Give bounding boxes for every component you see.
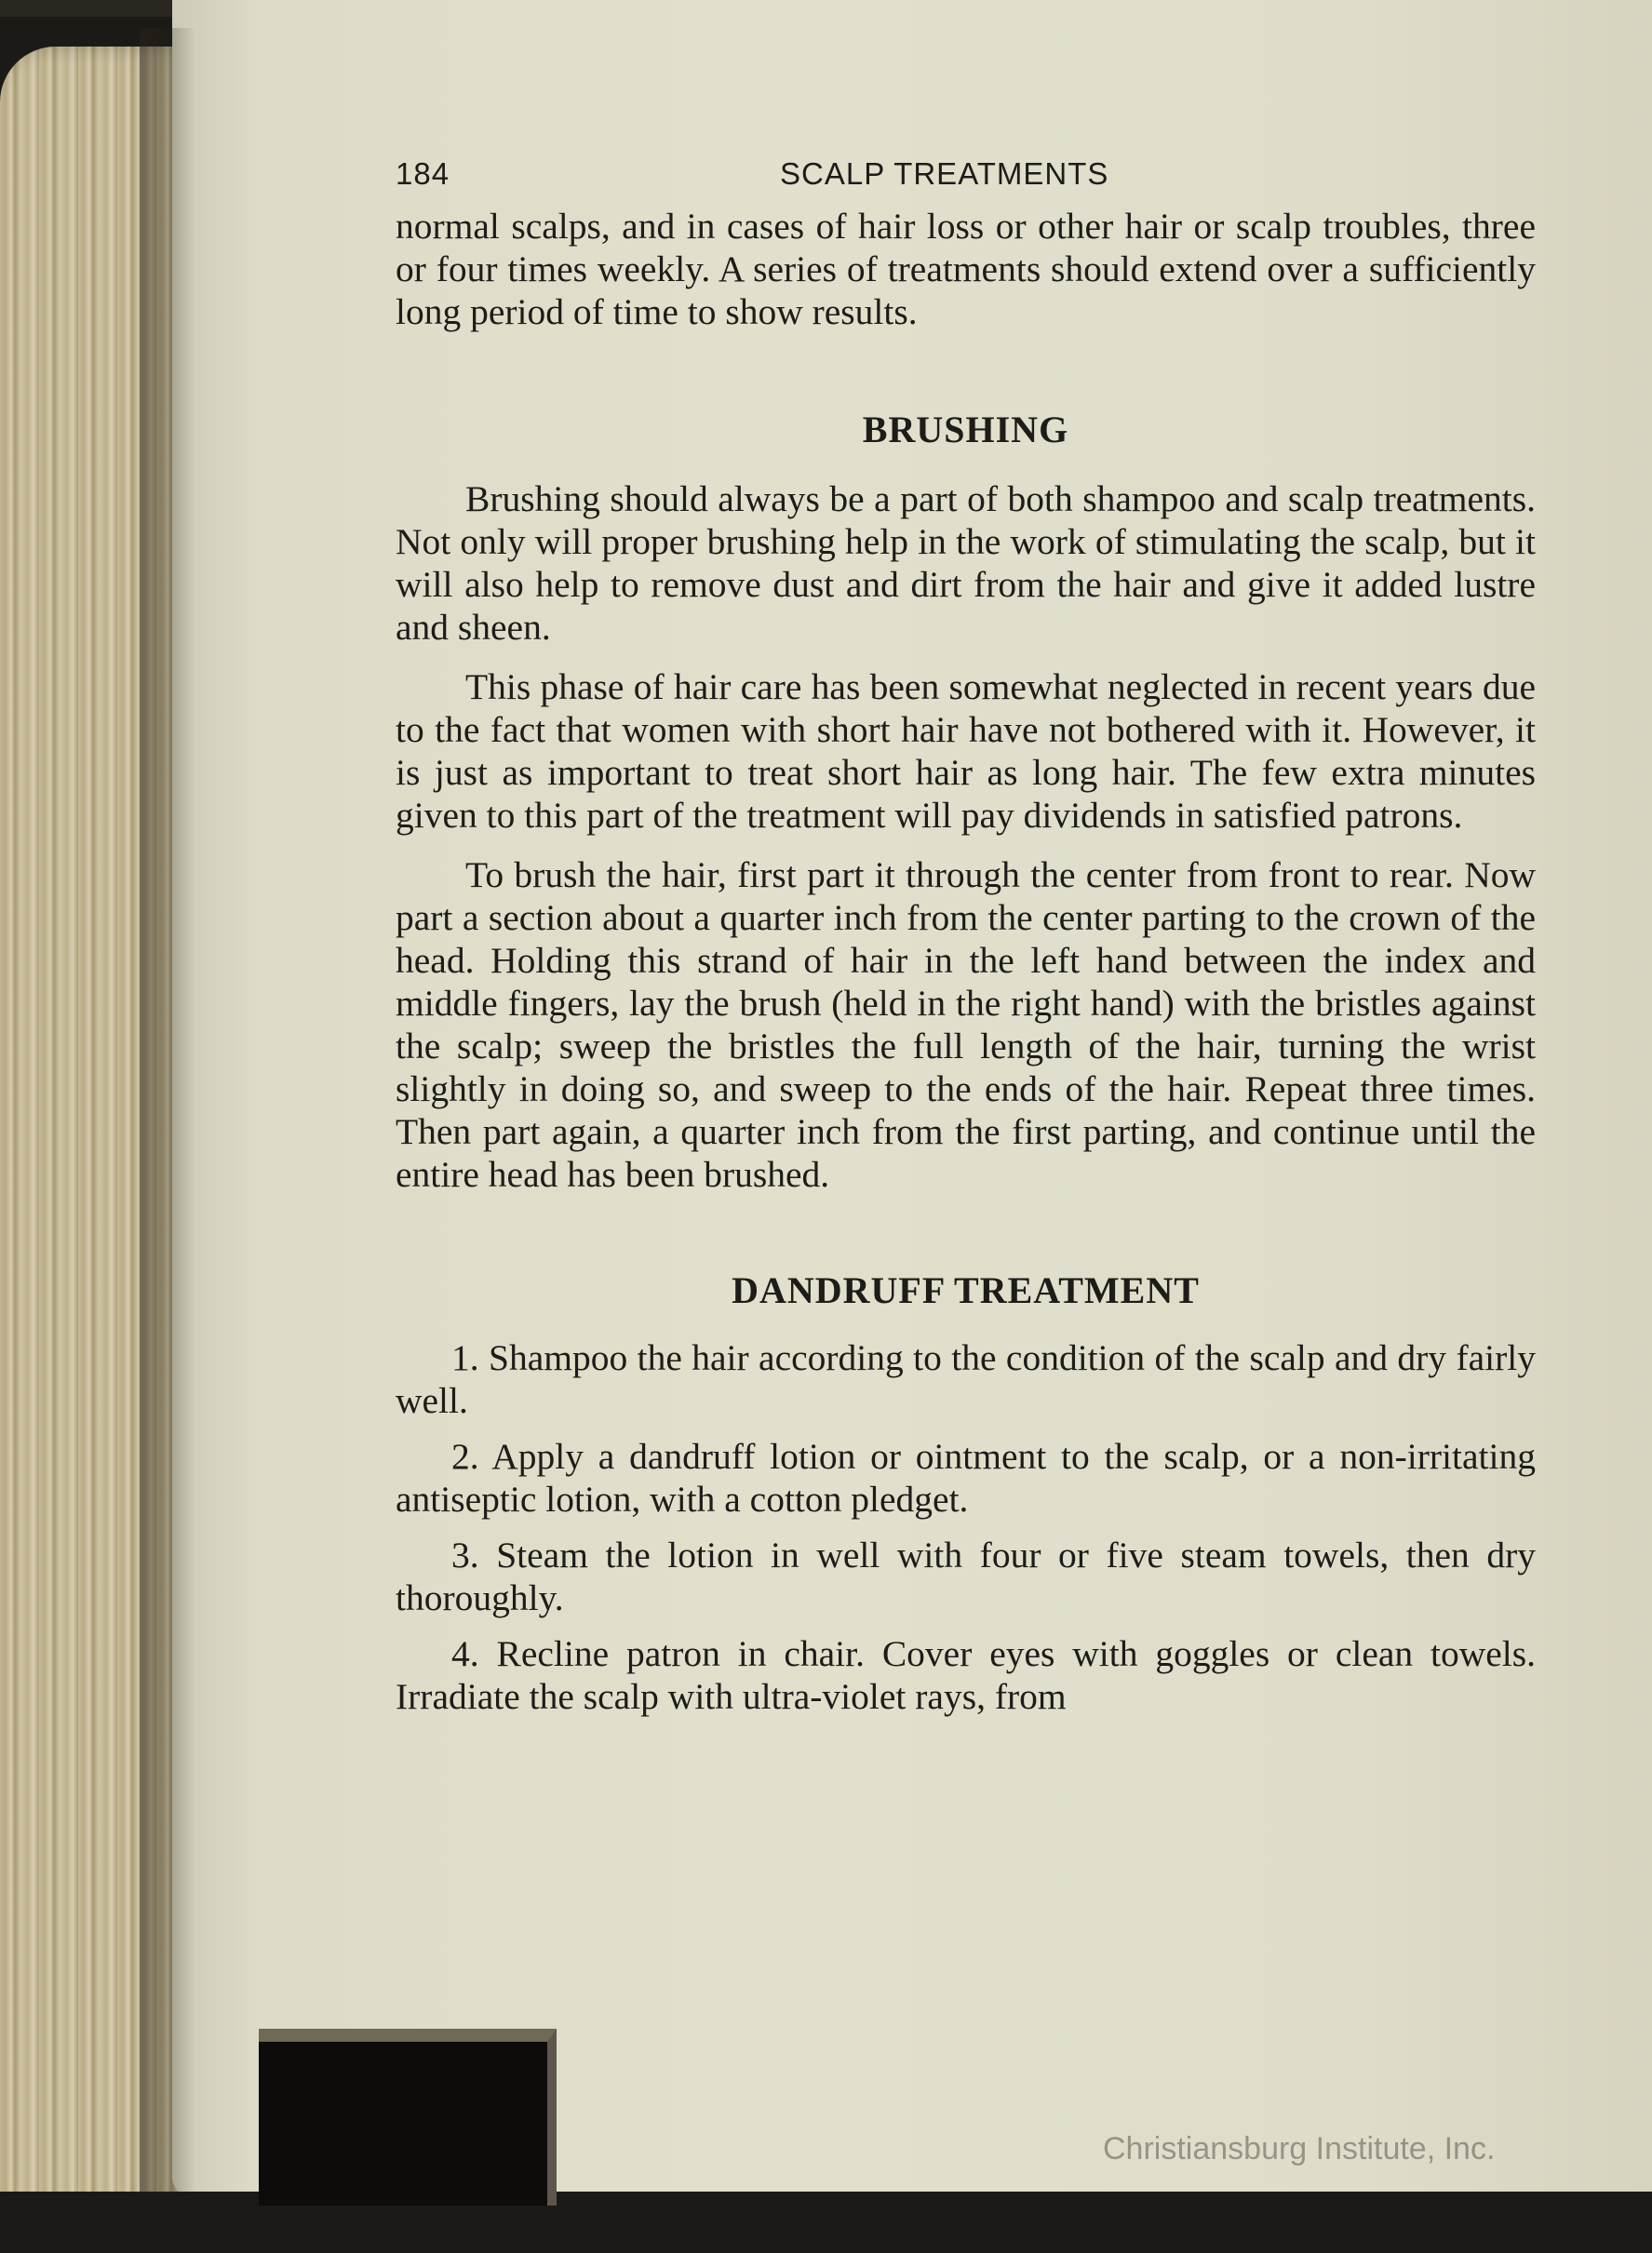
intro-paragraph: normal scalps, and in cases of hair loss or other hair or scalp troubles, three or four times weekly. A series of treatments should extend over a sufficiently long period of time to show results.	[396, 206, 1536, 332]
page-content	[396, 140, 1536, 1731]
brushing-paragraph-2: This phase of hair care has been somewhat neglected in recent years due to the fact that women with short hair have not bothered with it. However, it is just as important to treat short hair as long hair. The few extra minutes given to this part of the treatment will pay dividends in satisfied patrons.	[396, 666, 1536, 836]
running-head	[396, 140, 1536, 205]
dandruff-step-4: 4. Recline patron in chair. Cover eyes with goggles or clean towels. Irradiate the scalp with ultra-violet rays, from	[396, 1633, 1536, 1717]
brushing-paragraph-3: To brush the hair, first part it through the center from front to rear. Now part a section about a quarter inch from the center parting to the crown of the head. Holding this strand of hair in the left hand between the index and middle fingers, lay the brush (held in the right hand) with the bristles against the scalp; sweep the bristles the full length of the hair, turning the wrist slightly in doing so, and sweep to the ends of the hair. Repeat three times. Then part again, a quarter inch from the first parting, and continue until the entire head has been brushed.	[396, 854, 1536, 1195]
brushing-heading: BRUSHING	[862, 409, 1069, 450]
dandruff-step-2: 2. Apply a dandruff lotion or ointment to the scalp, or a non-irritating antiseptic lotion, with a cotton pledget.	[396, 1436, 1536, 1520]
page-number: 184	[396, 156, 450, 191]
dandruff-heading: DANDRUFF TREATMENT	[732, 1269, 1200, 1311]
gutter-shadow	[140, 28, 195, 2233]
brushing-paragraph-1: Brushing should always be a part of both shampoo and scalp treatments. Not only will proper brushing help in the work of stimulating the scalp, but it will also help to remove dust and dirt from the hair and give it added lustre and sheen.	[396, 478, 1536, 648]
scan-bottom-border	[0, 2192, 1652, 2253]
watermark: Christiansburg Institute, Inc.	[1103, 2131, 1496, 2166]
dandruff-step-1: 1. Shampoo the hair according to the condition of the scalp and dry fairly well.	[396, 1337, 1536, 1421]
dandruff-step-3: 3. Steam the lotion in well with four or five steam towels, then dry thoroughly.	[396, 1535, 1536, 1618]
page-holder-clip	[259, 2029, 557, 2206]
running-title: SCALP TREATMENTS	[780, 156, 1109, 191]
